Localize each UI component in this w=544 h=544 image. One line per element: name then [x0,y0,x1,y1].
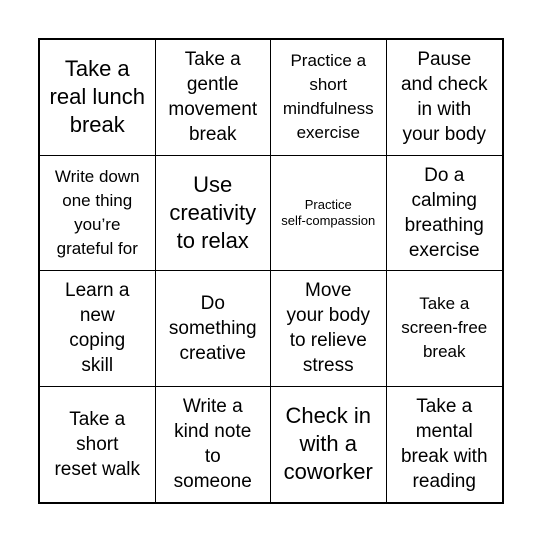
bingo-cell-check-in-with-body[interactable] [387,40,503,156]
cell-text: Practice self-compassion [281,196,376,228]
bingo-cell-something-creative[interactable] [156,271,272,387]
bingo-cell-kind-note[interactable] [156,387,272,503]
cell-text: Take a mental break with reading [400,396,488,493]
bingo-cell-reset-walk[interactable] [40,387,156,503]
bingo-cell-mindfulness-exercise[interactable] [271,40,387,156]
bingo-cell-gentle-movement-break[interactable] [156,40,272,156]
cell-text: Take a short reset walk [54,408,141,480]
bingo-cell-take-real-lunch-break[interactable] [40,40,156,156]
cell-text: Write a kind note to someone [173,396,252,493]
cell-text: Do something creative [168,292,257,364]
cell-text: Move your body to relieve stress [286,280,370,377]
cell-text: Practice a short mindfulness exercise [282,51,374,143]
bingo-cell-creativity-relax[interactable] [156,156,272,272]
cell-text: Do a calming breathing exercise [404,164,484,261]
cell-text: Learn a new coping skill [65,280,130,377]
cell-text: Write down one thing you’re grateful for [54,166,140,258]
bingo-cell-screen-free-break[interactable] [387,271,503,387]
cell-text: Take a real lunch break [49,56,145,138]
bingo-cell-mental-break-reading[interactable] [387,387,503,503]
cell-text: Use creativity to relax [169,171,257,253]
bingo-cell-gratitude[interactable] [40,156,156,272]
cell-text: Check in with a coworker [283,403,373,485]
bingo-cell-free-space-self-compassion[interactable] [271,156,387,272]
bingo-cell-coping-skill[interactable] [40,271,156,387]
cell-text: Take a screen-free break [401,294,488,362]
cell-text: Take a gentle movement break [168,49,258,146]
cell-text: Pause and check in with your body [400,49,488,146]
bingo-cell-breathing-exercise[interactable] [387,156,503,272]
bingo-cell-move-relieve-stress[interactable] [271,271,387,387]
bingo-board [38,38,504,504]
bingo-cell-check-in-coworker[interactable] [271,387,387,503]
